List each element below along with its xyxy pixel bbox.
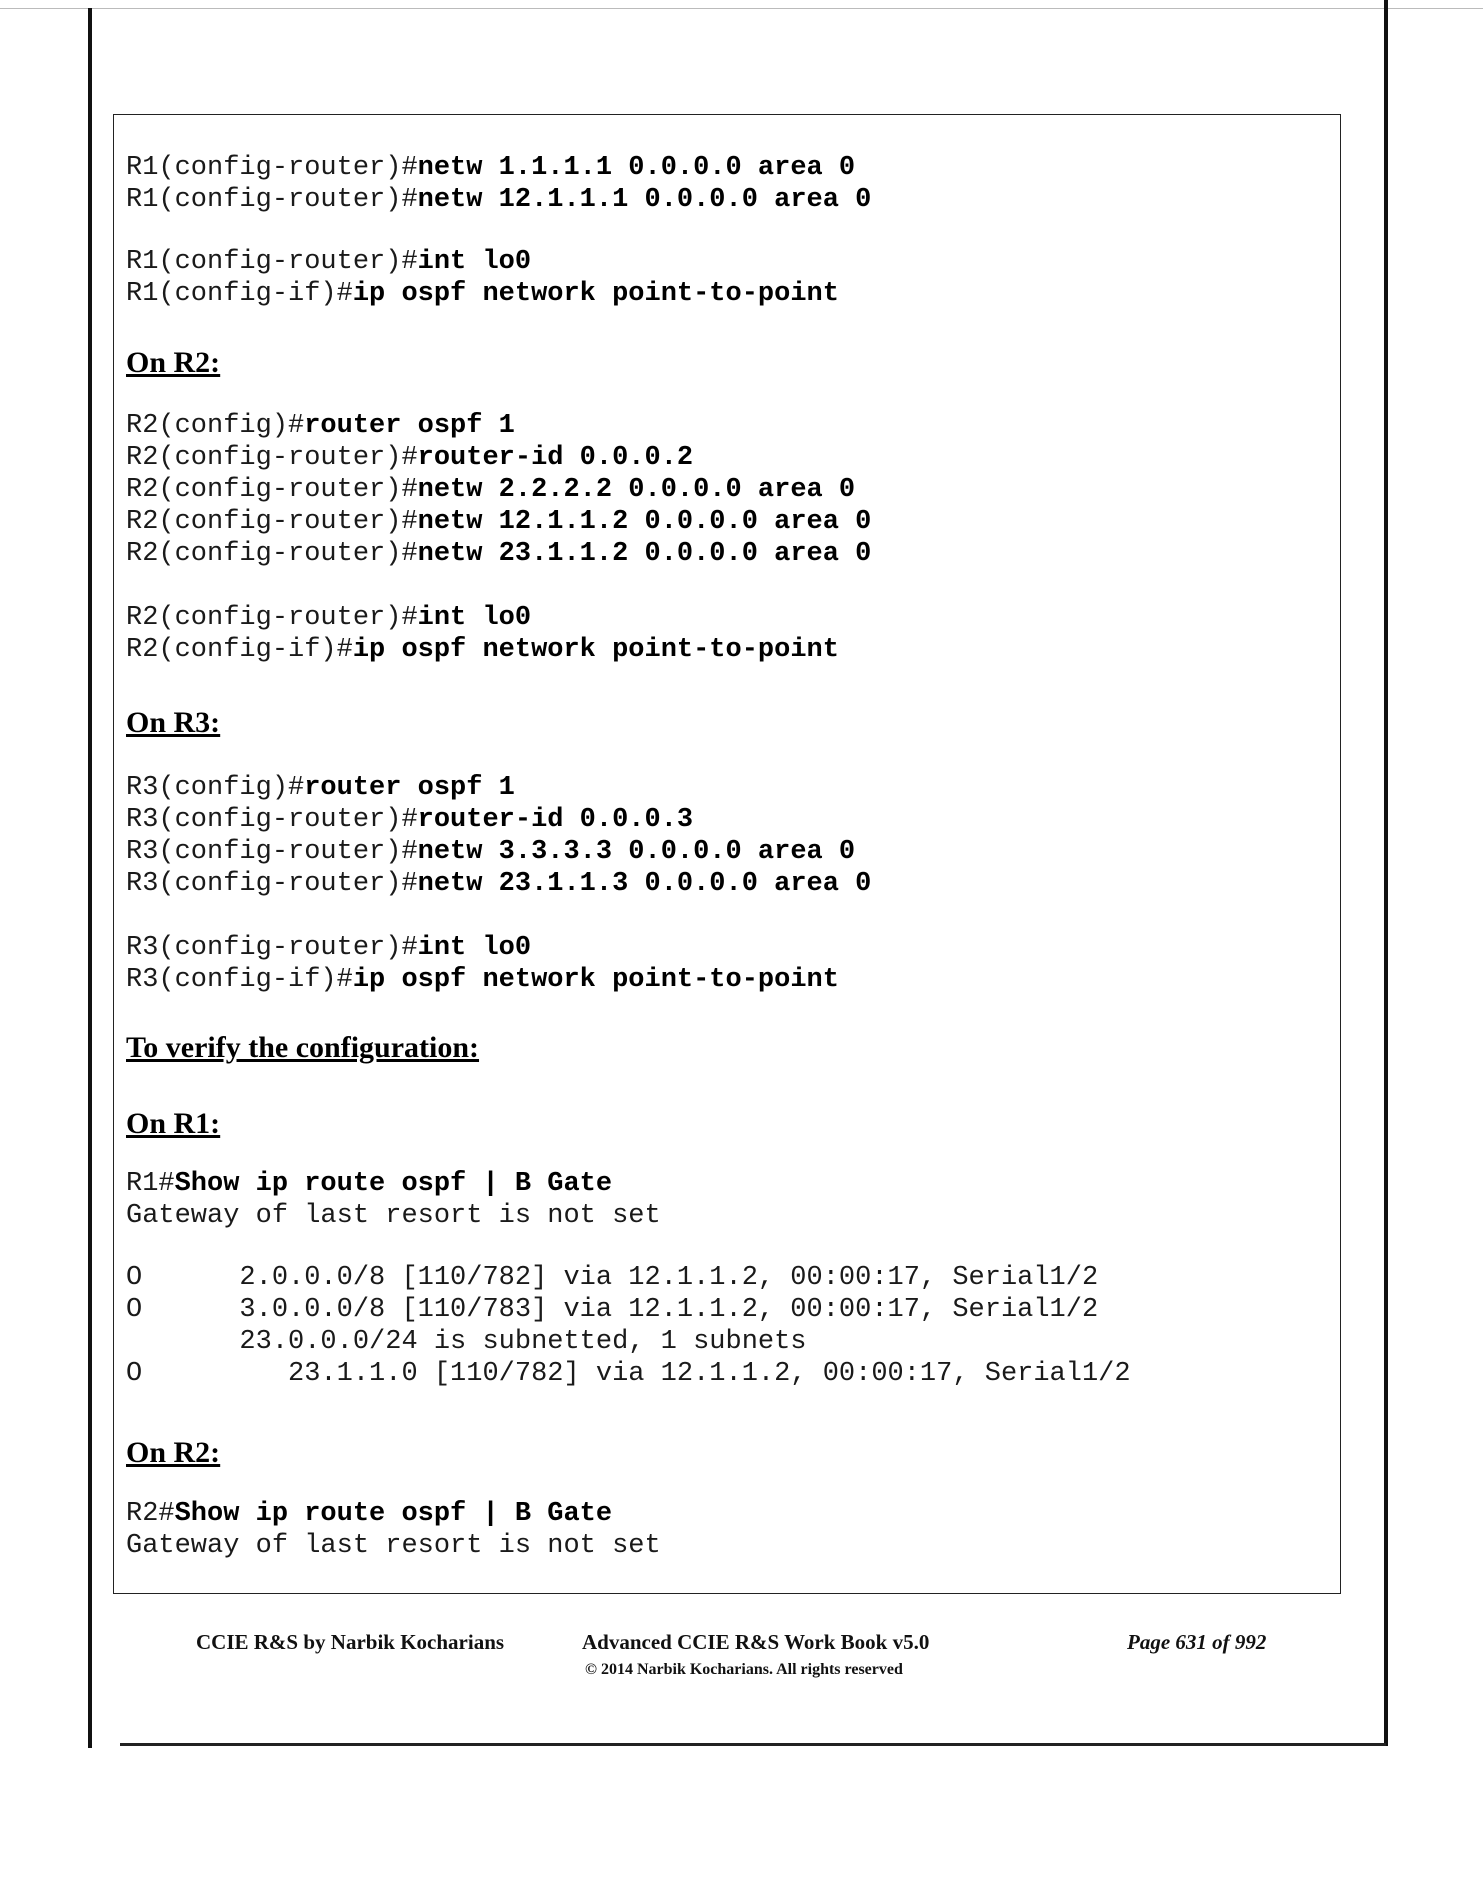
cli-line [126,964,1326,996]
cli-block [126,410,1326,570]
cli-block [126,772,1326,900]
cli-prompt: 23.0.0.0/24 is subnetted, 1 subnets [126,1327,807,1357]
footer-copyright: © 2014 Narbik Kocharians. All rights reserved [585,1661,903,1678]
cli-block [126,932,1326,996]
cli-prompt: R3(config-router)# [126,805,418,835]
cli-prompt: R3(config-router)# [126,869,418,899]
cli-line [126,836,1326,868]
cli-line [126,1168,1326,1200]
cli-line [126,804,1326,836]
page-left-border [88,8,92,1748]
cli-block [126,1498,1326,1562]
cli-command: ip ospf network point-to-point [352,635,839,665]
cli-line [126,1200,1326,1232]
cli-prompt: R2# [126,1499,175,1529]
section-heading [126,1435,1326,1471]
cli-line [126,1498,1326,1530]
cli-line [126,868,1326,900]
cli-prompt: R2(config-if)# [126,635,353,665]
cli-block [126,1262,1326,1390]
cli-prompt: R1(config-router)# [126,153,418,183]
cli-prompt: R1# [126,1169,175,1199]
cli-prompt: R3(config-router)# [126,837,418,867]
cli-command: netw 2.2.2.2 0.0.0.0 area 0 [417,475,856,505]
cli-line [126,634,1326,666]
page-bottom-border [120,1743,1386,1746]
cli-line [126,410,1326,442]
cli-command: netw 23.1.1.2 0.0.0.0 area 0 [417,539,872,569]
section-heading-text: On R3: [126,706,221,739]
cli-command: int lo0 [417,933,532,963]
cli-prompt: R1(config-router)# [126,185,418,215]
cli-line [126,1262,1326,1294]
cli-prompt: Gateway of last resort is not set [126,1531,661,1561]
cli-prompt: R1(config-if)# [126,279,353,309]
section-heading [126,345,1326,381]
cli-line [126,772,1326,804]
cli-command: router ospf 1 [304,411,515,441]
section-heading [126,1030,1326,1066]
cli-prompt: R2(config-router)# [126,443,418,473]
cli-command: router ospf 1 [304,773,515,803]
section-heading-text: On R2: [126,1436,221,1469]
section-heading-text: To verify the configuration: [126,1031,480,1064]
cli-prompt: R2(config-router)# [126,539,418,569]
cli-line [126,278,1326,310]
cli-line [126,1294,1326,1326]
page-right-border [1384,0,1388,1746]
cli-command: ip ospf network point-to-point [352,965,839,995]
cli-line [126,506,1326,538]
footer-author: CCIE R&S by Narbik Kocharians [196,1630,505,1654]
cli-prompt: Gateway of last resort is not set [126,1201,661,1231]
footer-book-title: Advanced CCIE R&S Work Book v5.0 [582,1630,930,1654]
cli-prompt: R3(config-if)# [126,965,353,995]
section-heading [126,705,1326,741]
cli-line [126,152,1326,184]
cli-command: netw 12.1.1.1 0.0.0.0 area 0 [417,185,872,215]
cli-command: router-id 0.0.0.2 [417,443,694,473]
cli-line [126,538,1326,570]
cli-command: int lo0 [417,603,532,633]
cli-prompt: R3(config)# [126,773,305,803]
section-heading [126,1106,1326,1142]
cli-line [126,1530,1326,1562]
cli-block [126,602,1326,666]
cli-prompt: R3(config-router)# [126,933,418,963]
cli-command: router-id 0.0.0.3 [417,805,694,835]
section-heading-text: On R2: [126,346,221,379]
cli-line [126,932,1326,964]
cli-line [126,442,1326,474]
cli-prompt: O 3.0.0.0/8 [110/783] via 12.1.1.2, 00:00:17, Serial1/2 [126,1295,1099,1325]
cli-prompt: R2(config-router)# [126,507,418,537]
cli-block [126,246,1326,310]
cli-command: Show ip route ospf | B Gate [174,1169,613,1199]
cli-command: netw 12.1.1.2 0.0.0.0 area 0 [417,507,872,537]
cli-line [126,246,1326,278]
section-heading-text: On R1: [126,1107,221,1140]
cli-line [126,184,1326,216]
cli-block [126,1168,1326,1232]
cli-prompt: R1(config-router)# [126,247,418,277]
cli-command: netw 23.1.1.3 0.0.0.0 area 0 [417,869,872,899]
cli-prompt: R2(config)# [126,411,305,441]
cli-command: Show ip route ospf | B Gate [174,1499,613,1529]
cli-command: int lo0 [417,247,532,277]
cli-line [126,474,1326,506]
cli-line [126,602,1326,634]
cli-block [126,152,1326,216]
page-top-edge [0,8,1483,9]
cli-prompt: R2(config-router)# [126,475,418,505]
cli-prompt: O 2.0.0.0/8 [110/782] via 12.1.1.2, 00:00:17, Serial1/2 [126,1263,1099,1293]
cli-command: netw 3.3.3.3 0.0.0.0 area 0 [417,837,856,867]
cli-command: netw 1.1.1.1 0.0.0.0 area 0 [417,153,856,183]
cli-line [126,1358,1326,1390]
footer-page-number: Page 631 of 992 [1127,1630,1267,1654]
cli-prompt: R2(config-router)# [126,603,418,633]
cli-command: ip ospf network point-to-point [352,279,839,309]
cli-prompt: O 23.1.1.0 [110/782] via 12.1.1.2, 00:00:17, Serial1/2 [126,1359,1131,1389]
cli-line [126,1326,1326,1358]
